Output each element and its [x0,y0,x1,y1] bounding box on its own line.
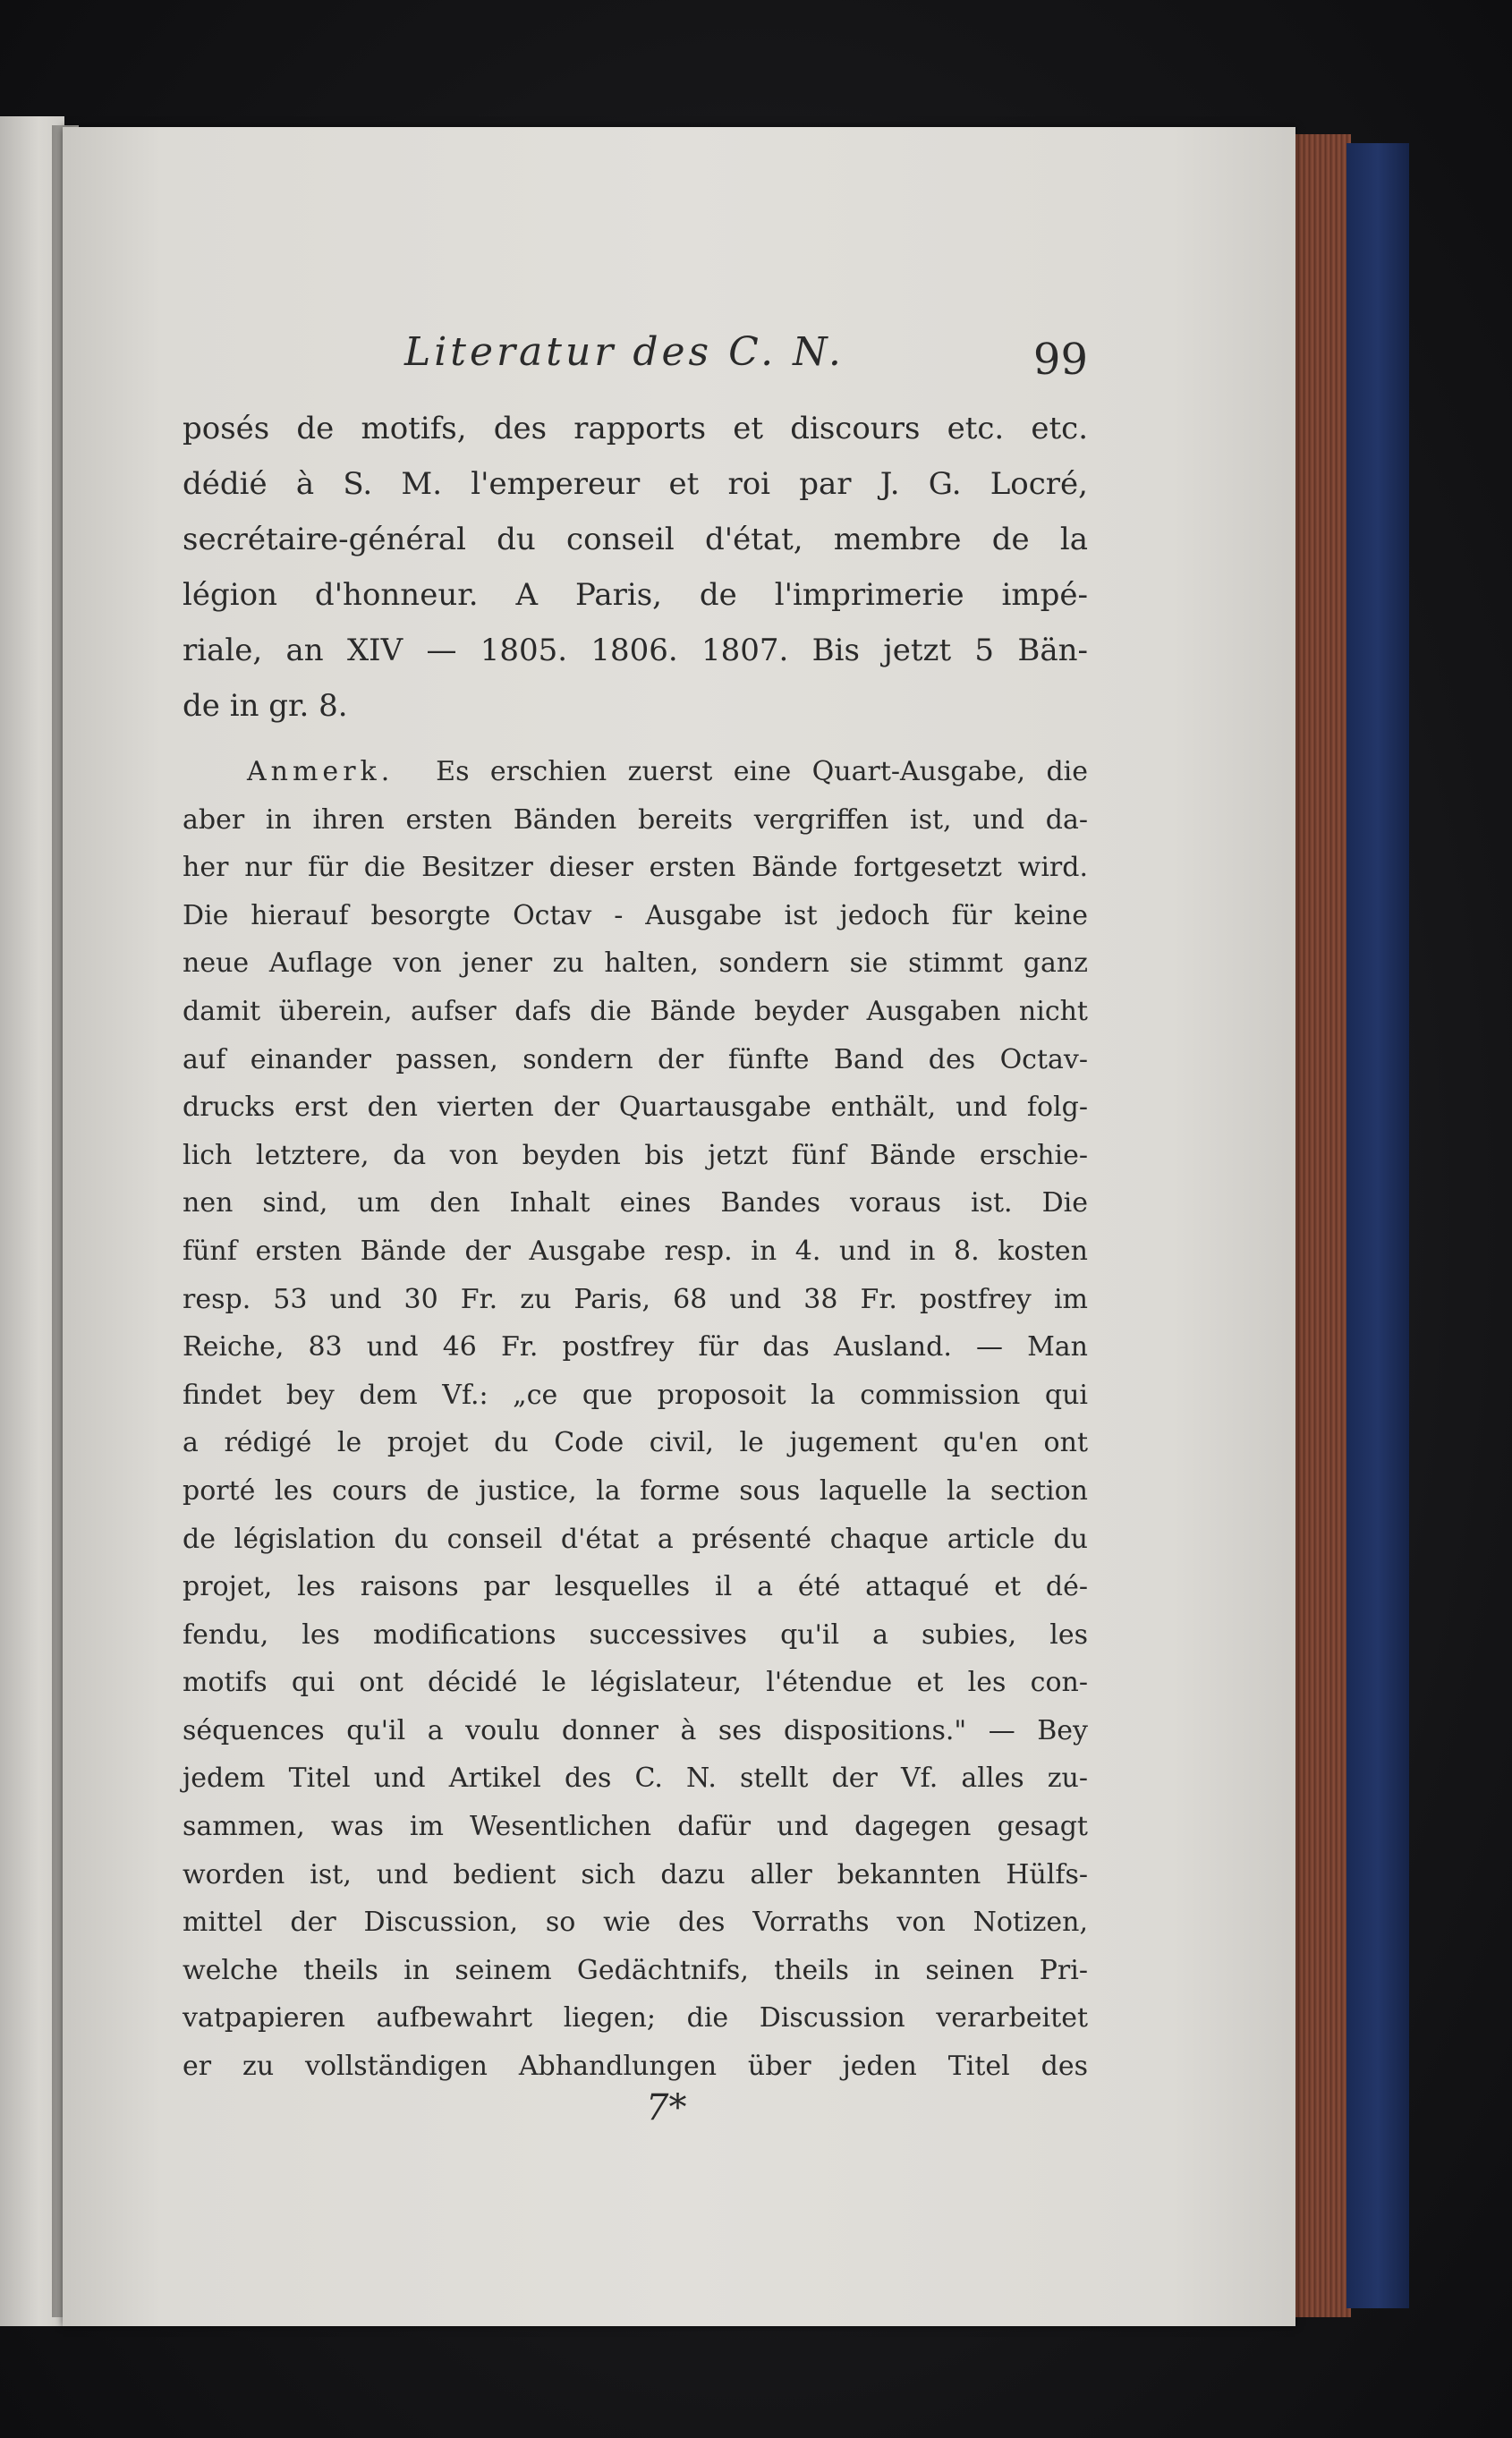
text-line: motifs qui ont décidé le législateur, l'étendue et les con- [183,1667,1088,1699]
text-line: er zu vollständigen Abhandlungen über jeden Titel des [183,2051,1088,2083]
note-first-line [183,748,1088,796]
text-line: séquences qu'il a voulu donner à ses dispositions." — Bey [183,1714,1088,1746]
text-line: lich letztere, da von beyden bis jetzt fünf Bände erschie- [183,1139,1088,1171]
text-line: sammen, was im Wesentlichen dafür und dagegen gesagt [183,1811,1088,1843]
text-line: Reiche, 83 und 46 Fr. postfrey für das Ausland. — Man [183,1331,1088,1363]
text-line: légion d'honneur. A Paris, de l'imprimerie impé- [183,577,1088,613]
page-header [183,329,1088,401]
text-line: riale, an XIV — 1805. 1806. 1807. Bis jetzt 5 Bän- [183,633,1088,668]
note-label: Anmerk. [247,756,395,787]
text-line: projet, les raisons par lesquelles il a été attaqué et dé- [183,1571,1088,1603]
text-line: aber in ihren ersten Bänden bereits vergriffen ist, und da- [183,803,1088,836]
text-line: resp. 53 und 30 Fr. zu Paris, 68 und 38 Fr. postfrey im [183,1283,1088,1315]
text-line: de législation du conseil d'état a présenté chaque article du [183,1523,1088,1555]
text-line: findet bey dem Vf.: „ce que proposoit la commission qui [183,1379,1088,1411]
text-line: a rédigé le projet du Code civil, le jugement qu'en ont [183,1427,1088,1459]
page-number: 99 [1032,335,1088,385]
text-line: de in gr. 8. [183,688,348,724]
text-line: nen sind, um den Inhalt eines Bandes voraus ist. Die [183,1187,1088,1219]
text-line: her nur für die Besitzer dieser ersten Bände fortgesetzt wird. [183,852,1088,884]
text-line: dédié à S. M. l'empereur et roi par J. G. Locré, [183,466,1088,502]
text-line: posés de motifs, des rapports et discours etc. etc. [183,411,1088,446]
text-line: auf einander passen, sondern der fünfte Band des Octav- [183,1043,1088,1075]
page-text [183,329,1088,2091]
text-line: damit überein, aufser dafs die Bände beyder Ausgaben nicht [183,995,1088,1027]
text-line: Die hierauf besorgte Octav - Ausgabe ist jedoch für keine [183,899,1088,931]
text-line: fünf ersten Bände der Ausgabe resp. in 4. und in 8. kosten [183,1235,1088,1267]
text-line: worden ist, und bedient sich dazu aller bekannten Hülfs- [183,1858,1088,1890]
text-line: Es erschien zuerst eine Quart-Ausgabe, die [436,756,1088,787]
text-line: secrétaire-général du conseil d'état, membre de la [183,522,1088,557]
text-line: porté les cours de justice, la forme sous laquelle la section [183,1474,1088,1507]
main-paragraph [183,401,1088,734]
note-paragraph [183,748,1088,2091]
text-line: welche theils in seinem Gedächtnifs, theils in seinen Pri- [183,1954,1088,1986]
text-line: jedem Titel und Artikel des C. N. stellt der Vf. alles zu- [183,1763,1088,1795]
book-cover [1346,143,1409,2308]
running-head: Literatur des C. N. [404,329,845,375]
text-line: fendu, les modifications successives qu'il a subies, les [183,1618,1088,1651]
text-line: mittel der Discussion, so wie des Vorraths von Notizen, [183,1907,1088,1939]
text-line: vatpapieren aufbewahrt liegen; die Discussion verarbeitet [183,2002,1088,2034]
signature-mark: 7* [646,2087,687,2128]
text-line: neue Auflage von jener zu halten, sondern sie stimmt ganz [183,947,1088,980]
page-block-edge [1288,134,1351,2317]
text-line: drucks erst den vierten der Quartausgabe enthält, und folg- [183,1092,1088,1124]
